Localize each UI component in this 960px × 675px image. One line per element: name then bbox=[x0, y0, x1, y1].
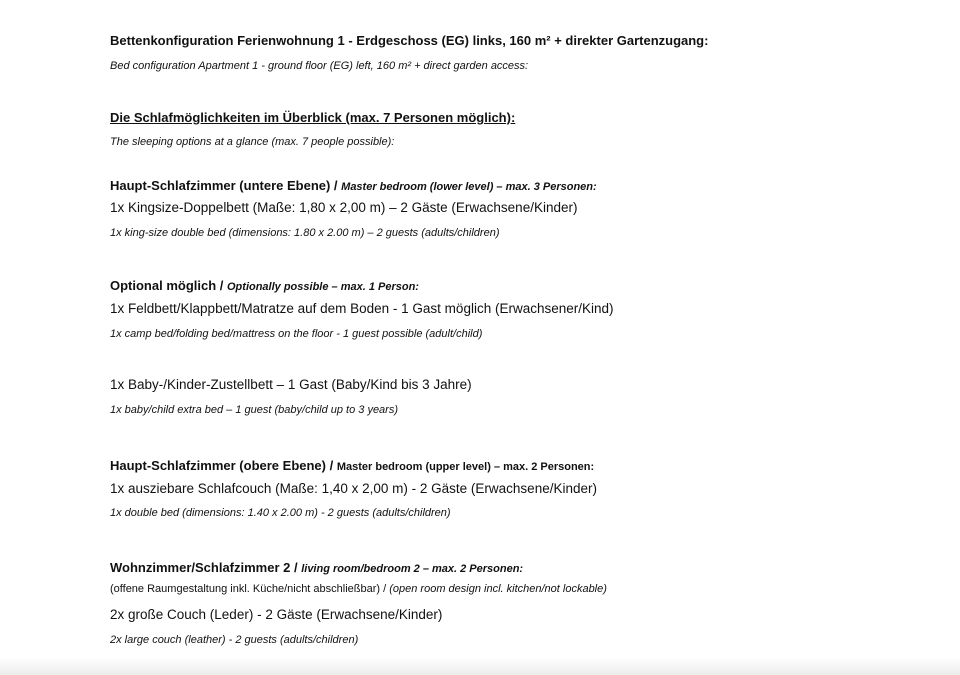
optional-heading bbox=[110, 276, 419, 295]
living-note bbox=[110, 583, 607, 596]
overview-heading-de: Die Schlafmöglichkeiten im Überblick (max. 7 Personen möglich): bbox=[110, 110, 516, 125]
optional-heading-de: Optional möglich / bbox=[110, 278, 227, 293]
master-lower-item-de: 1x Kingsize-Doppelbett (Maße: 1,80 x 2,00 m) – 2 Gäste (Erwachsene/Kinder) bbox=[110, 200, 578, 215]
living-item-en: 2x large couch (leather) - 2 guests (adults/children) bbox=[110, 634, 359, 646]
header-title-en: Bed configuration Apartment 1 - ground floor (EG) left, 160 m² + direct garden access: bbox=[110, 60, 529, 72]
master-upper-heading bbox=[110, 456, 594, 475]
living-note-de: (offene Raumgestaltung inkl. Küche/nicht abschließbar) / bbox=[110, 583, 390, 595]
master-upper-heading-de: Haupt-Schlafzimmer (obere Ebene) / bbox=[110, 458, 337, 473]
living-heading-de: Wohnzimmer/Schlafzimmer 2 / bbox=[110, 560, 302, 575]
master-lower-heading-en: Master bedroom (lower level) – max. 3 Personen: bbox=[341, 181, 597, 193]
living-heading bbox=[110, 558, 523, 577]
living-heading-en: living room/bedroom 2 – max. 2 Personen: bbox=[301, 563, 524, 575]
master-lower-heading bbox=[110, 176, 597, 195]
living-item-de: 2x große Couch (Leder) - 2 Gäste (Erwachsene/Kinder) bbox=[110, 607, 443, 622]
master-lower-heading-de: Haupt-Schlafzimmer (untere Ebene) / bbox=[110, 178, 342, 193]
master-upper-heading-en: Master bedroom (upper level) – max. 2 Personen: bbox=[336, 461, 595, 473]
optional-heading-en: Optionally possible – max. 1 Person: bbox=[227, 281, 419, 293]
master-upper-item-en: 1x double bed (dimensions: 1.40 x 2.00 m) - 2 guests (adults/children) bbox=[110, 507, 451, 519]
living-note-en: (open room design incl. kitchen/not lockable) bbox=[389, 583, 607, 595]
master-lower-item-en: 1x king-size double bed (dimensions: 1.80 x 2.00 m) – 2 guests (adults/children) bbox=[110, 227, 500, 239]
page-bottom-edge bbox=[0, 657, 960, 675]
master-upper-item-de: 1x ausziebare Schlafcouch (Maße: 1,40 x 2,00 m) - 2 Gäste (Erwachsene/Kinder) bbox=[110, 481, 597, 496]
header-title-de: Bettenkonfiguration Ferienwohnung 1 - Erdgeschoss (EG) links, 160 m² + direkter Gartenzugang: bbox=[110, 33, 709, 48]
optional-item2-en: 1x baby/child extra bed – 1 guest (baby/child up to 3 years) bbox=[110, 404, 399, 416]
optional-item1-de: 1x Feldbett/Klappbett/Matratze auf dem Boden - 1 Gast möglich (Erwachsener/Kind) bbox=[110, 301, 614, 316]
optional-item1-en: 1x camp bed/folding bed/mattress on the floor - 1 guest possible (adult/child) bbox=[110, 328, 483, 340]
overview-heading-en: The sleeping options at a glance (max. 7 people possible): bbox=[110, 136, 395, 148]
optional-item2-de: 1x Baby-/Kinder-Zustellbett – 1 Gast (Baby/Kind bis 3 Jahre) bbox=[110, 377, 472, 392]
